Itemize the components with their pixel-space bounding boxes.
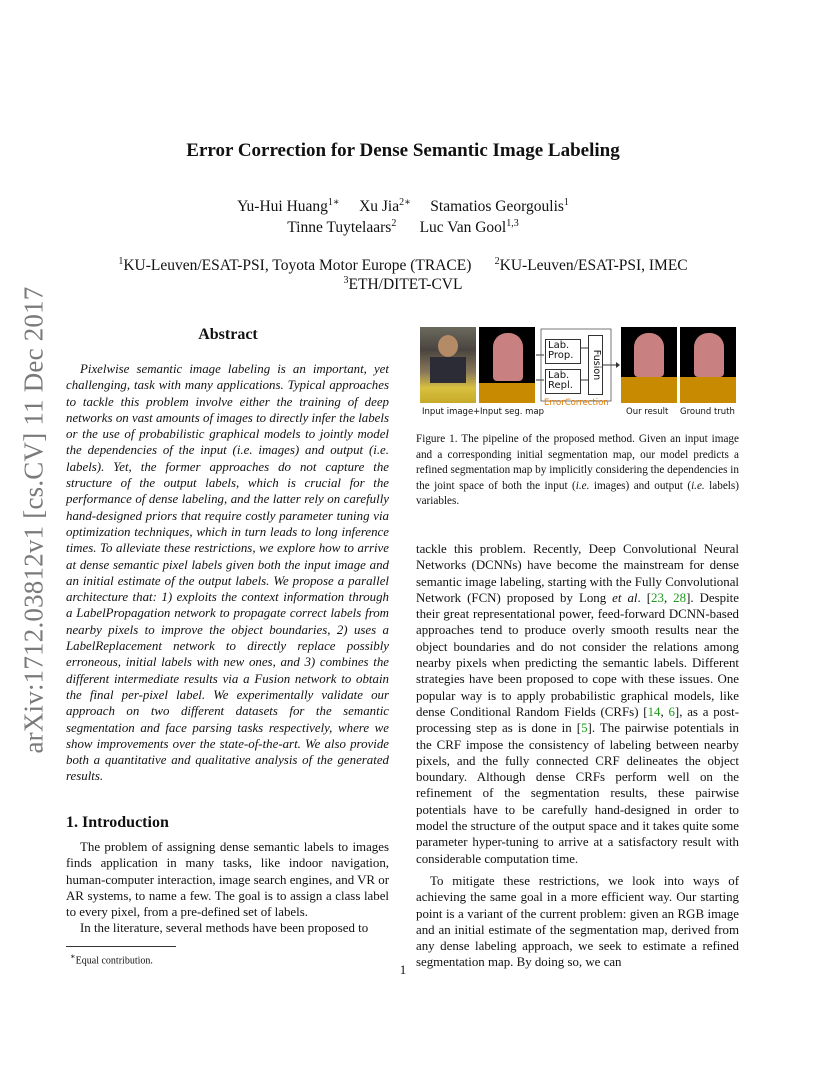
body-text: ]. Despite their great representational power, feed-forward DCNN-based approaches tend to produce overly smooth results near the object boundaries and do not consider the relations among nearby pixels when predicting the semantic labels. Different strategies have been proposed to cope with these issues. One popular way is to apply probabilistic graphical models, like dense Conditional Random Fields (CRFs) [ bbox=[416, 590, 739, 719]
caption-text: images) and output ( bbox=[589, 479, 692, 492]
et-al: et al bbox=[612, 590, 638, 605]
affil-sup: 2 bbox=[494, 256, 500, 267]
section-heading-introduction: 1. Introduction bbox=[66, 814, 169, 831]
abstract-text: Pixelwise semantic image labeling is an important, yet challenging, task with many applications. Typical approaches to tackle this problem involve either the training of deep networks on vast amounts of images to directly infer the labels or the use of probabilistic graphical models to jointly model the dependencies of the input (i.e. images) and output (i.e. labels). Yet, the former approaches do not capture the structure of the output labels, which is crucial for the performance of dense labeling, and the latter rely on carefully hand-designed priors that require costly parameter tuning via optimization techniques, which in turn leads to long inference times. To alleviate these restrictions, we explore how to arrive at dense semantic pixel labels given both the input image and an initial estimate of the output labels. We propose a parallel architecture that: 1) exploits the context information through a LabelPropagation network to propagate correct labels from nearby pixels to improve the object boundaries, 2) uses a LabelReplacement network to directly replace possibly erroneous, initial labels with new ones, and 3) combines the different intermediate results via a Fusion network to obtain the final per-pixel label. We experimentally validate our approach on two different datasets for the semantic segmentation and face parsing tasks respectively, where we show improvements over the state-of-the-art. We also provide both a quantitative and qualitative analysis of the generated results. bbox=[66, 362, 389, 784]
box-label: Prop. bbox=[548, 350, 574, 361]
body-text: ]. The pairwise potentials in the CRF impose the consistency of labeling between nearby pixels, and the fully connected CRF delineates the object boundary. Although dense CRFs perform well on the refinement of the segmentation results, these pairwise potentials have to be carefully hand-designed in order to model the structure of the output space and it takes quite some parameter hyper-tuning to arrive at a satisfactory result with considerable computation time. bbox=[416, 721, 739, 866]
author-affil-sup: 1∗ bbox=[327, 197, 340, 208]
figure-1-caption bbox=[416, 432, 739, 510]
affil-sup: 3 bbox=[343, 275, 349, 286]
right-paragraph-1 bbox=[416, 541, 739, 867]
box-label: Repl. bbox=[548, 380, 573, 391]
citation-link[interactable]: 5 bbox=[581, 721, 588, 736]
paper-title: Error Correction for Dense Semantic Image Labeling bbox=[186, 140, 620, 161]
box-label: Lab. bbox=[548, 340, 570, 351]
input-seg-label: Input seg. map bbox=[480, 407, 545, 417]
citation-link[interactable]: 14 bbox=[647, 704, 661, 719]
our-result-label: Our result bbox=[626, 407, 669, 417]
fusion-label: Fusion bbox=[590, 349, 602, 381]
abstract-heading: Abstract bbox=[198, 326, 258, 343]
affiliation-1: KU-Leuven/ESAT-PSI, Toyota Motor Europe (TRACE) bbox=[123, 257, 472, 275]
page-number: 1 bbox=[399, 962, 407, 977]
affiliation-2: KU-Leuven/ESAT-PSI, IMEC bbox=[499, 257, 688, 275]
arxiv-stamp-text: arXiv:1712.03812v1 [cs.CV] 11 Dec 2017 bbox=[18, 286, 49, 754]
body-text: , bbox=[660, 704, 669, 719]
affil-sup: 1 bbox=[118, 256, 124, 267]
author-line-2 bbox=[0, 213, 806, 238]
plus-label: + bbox=[473, 407, 481, 417]
author-affil-sup: 2 bbox=[391, 218, 397, 229]
author-name: Xu Jia bbox=[359, 198, 400, 216]
ground-truth-label: Ground truth bbox=[680, 407, 735, 417]
right-paragraph-2: To mitigate these restrictions, we look into ways of achieving the same goal in a more efficient way. Our starting point is a variant of the current problem: given an RGB image and an initial estimate of the segmentation map, derived from any dense labeling approach, we seek to estimate a refined segmentation map. By doing so, we can bbox=[416, 873, 739, 970]
affiliation-line-2 bbox=[0, 271, 806, 294]
body-text: . [ bbox=[637, 590, 652, 605]
citation-link[interactable]: 6 bbox=[668, 704, 675, 719]
caption-ie: i.e. bbox=[691, 479, 705, 492]
citation-link[interactable]: 28 bbox=[673, 590, 687, 605]
ground-truth-map bbox=[680, 327, 736, 403]
label-replacement-box bbox=[545, 369, 581, 394]
error-correction-label: ErrorCorrection bbox=[544, 398, 609, 408]
caption-text: labels) variables. bbox=[416, 479, 739, 507]
body-text: , bbox=[663, 590, 674, 605]
intro-paragraph-1: The problem of assigning dense semantic labels to images finds application in many tasks, like indoor navigation, human-computer interaction, image search engines, and VR or AR systems, to name a few. The goal is to assign a class label to every pixel, from a pre-defined set of labels. bbox=[66, 840, 389, 920]
footnote-text: Equal contribution. bbox=[75, 955, 153, 967]
label-propagation-box bbox=[545, 339, 581, 364]
input-image-label: Input image bbox=[422, 407, 474, 417]
author-affil-sup: 1 bbox=[563, 197, 569, 208]
footnote-sup: ∗ bbox=[70, 952, 76, 961]
author-affil-sup: 1,3 bbox=[506, 218, 519, 229]
author-name: Stamatios Georgoulis bbox=[430, 198, 564, 216]
author-name: Luc Van Gool bbox=[419, 219, 507, 237]
author-name: Tinne Tuytelaars bbox=[287, 219, 392, 237]
body-text: tackle this problem. Recently, Deep Convolutional Neural Networks (DCNNs) have become the mainstream for dense semantic image labeling, starting with the Fully Convolutional Network (FCN) proposed by Long bbox=[416, 542, 739, 605]
arxiv-stamp bbox=[4, 270, 64, 770]
body-text: ], as a post-processing step as is done in [ bbox=[416, 704, 739, 736]
caption-text: Figure 1. The pipeline of the proposed method. Given an input image and a corresponding initial segmentation map, our model predicts a refined segmentation map by implicitly considering the dependencies in the joint space of both the input ( bbox=[416, 433, 739, 492]
author-affil-sup: 2∗ bbox=[399, 197, 411, 208]
box-label: Lab. bbox=[548, 370, 570, 381]
fusion-box bbox=[588, 335, 603, 395]
affiliation-3: ETH/DITET-CVL bbox=[348, 276, 463, 294]
citation-link[interactable]: 23 bbox=[651, 590, 664, 605]
footnote-rule bbox=[66, 946, 176, 947]
figure-1 bbox=[420, 325, 740, 420]
intro-paragraph-2: In the literature, several methods have been proposed to bbox=[80, 921, 369, 936]
intro-left-column bbox=[66, 839, 389, 937]
our-result-map bbox=[621, 327, 677, 403]
intro-right-column bbox=[416, 541, 739, 971]
caption-ie: i.e. bbox=[575, 479, 590, 492]
author-name: Yu-Hui Huang bbox=[237, 198, 328, 216]
